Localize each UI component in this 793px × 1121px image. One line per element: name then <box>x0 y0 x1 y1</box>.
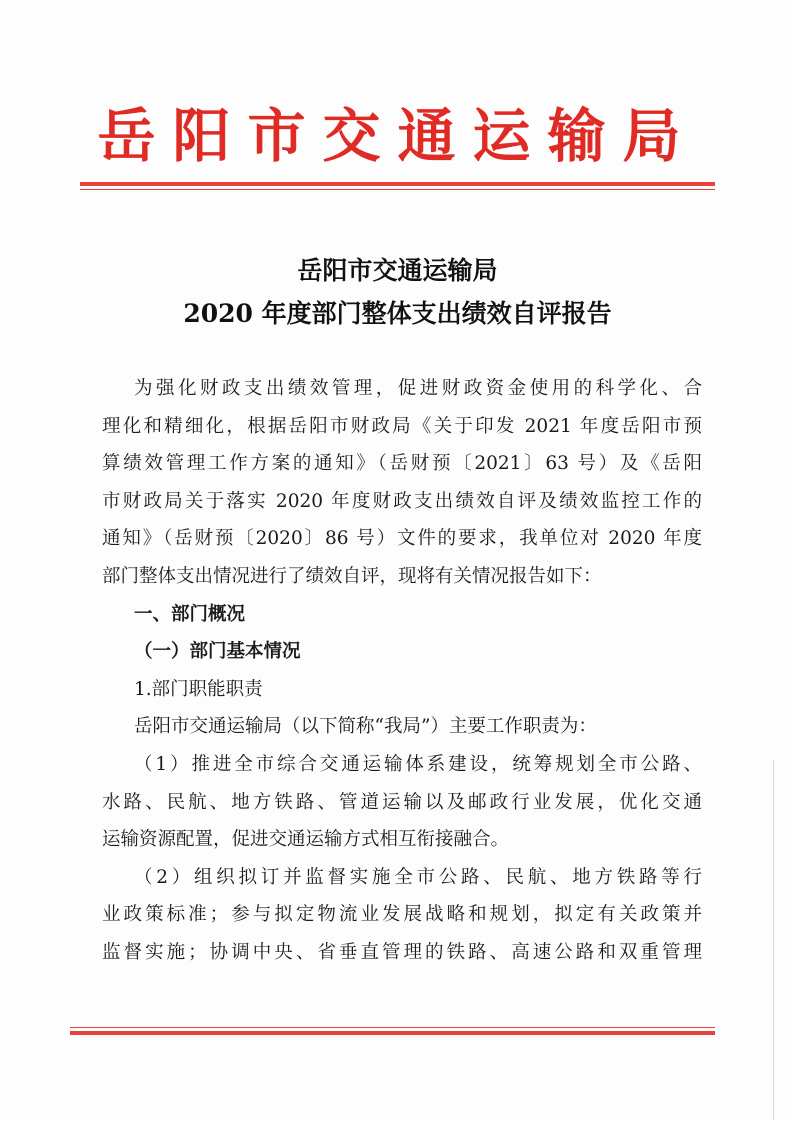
duty-line: （2）组织拟订并监督实施全市公路、民航、地方铁路等行 <box>134 866 702 888</box>
body-line: 通知》（岳财预〔2020〕86 号）文件的要求，我单位对 2020 年度 <box>102 528 702 550</box>
report-body <box>102 370 702 972</box>
duty-line: 运输资源配置，促进交通运输方式相互衔接融合。 <box>102 829 510 851</box>
body-line: 部门整体支出情况进行了绩效自评，现将有关情况报告如下： <box>102 565 602 587</box>
scan-edge-line <box>773 760 774 1120</box>
report-title-line-2: 2020 年度部门整体支出绩效自评报告 <box>183 299 612 328</box>
header-rule-thin <box>80 189 715 190</box>
duty-line: 业政策标准；参与拟定物流业发展战略和规划，拟定有关政策并 <box>102 904 702 926</box>
subsection-heading: （一）部门基本情况 <box>134 641 301 663</box>
body-line: 为强化财政支出绩效管理，促进财政资金使用的科学化、合 <box>134 378 702 399</box>
body-line: 市财政局关于落实 2020 年度财政支出绩效自评及绩效监控工作的 <box>102 490 702 512</box>
body-line: 理化和精细化，根据岳阳市财政局《关于印发 2021 年度岳阳市预 <box>102 415 702 437</box>
body-line: 算绩效管理工作方案的通知》（岳财预〔2021〕63 号）及《岳阳 <box>102 453 702 475</box>
duty-line: 水路、民航、地方铁路、管道运输以及邮政行业发展，优化交通 <box>102 791 702 813</box>
header-rule-thick <box>80 182 715 186</box>
section-heading: 一、部门概况 <box>134 603 246 625</box>
duty-line: 监督实施；协调中央、省垂直管理的铁路、高速公路和双重管理 <box>102 941 702 963</box>
footer-rule-thick <box>70 1031 715 1035</box>
item-heading: 1.部门职能职责 <box>134 678 263 700</box>
duty-line: （1）推进全市综合交通运输体系建设，统筹规划全市公路、 <box>134 753 702 775</box>
masthead-title: 岳阳市交通运输局 <box>97 102 698 170</box>
footer-rule-thin <box>70 1027 715 1028</box>
report-title-line-1: 岳阳市交通运输局 <box>297 256 498 285</box>
body-line: 岳阳市交通运输局（以下简称“我局”）主要工作职责为： <box>134 716 597 738</box>
